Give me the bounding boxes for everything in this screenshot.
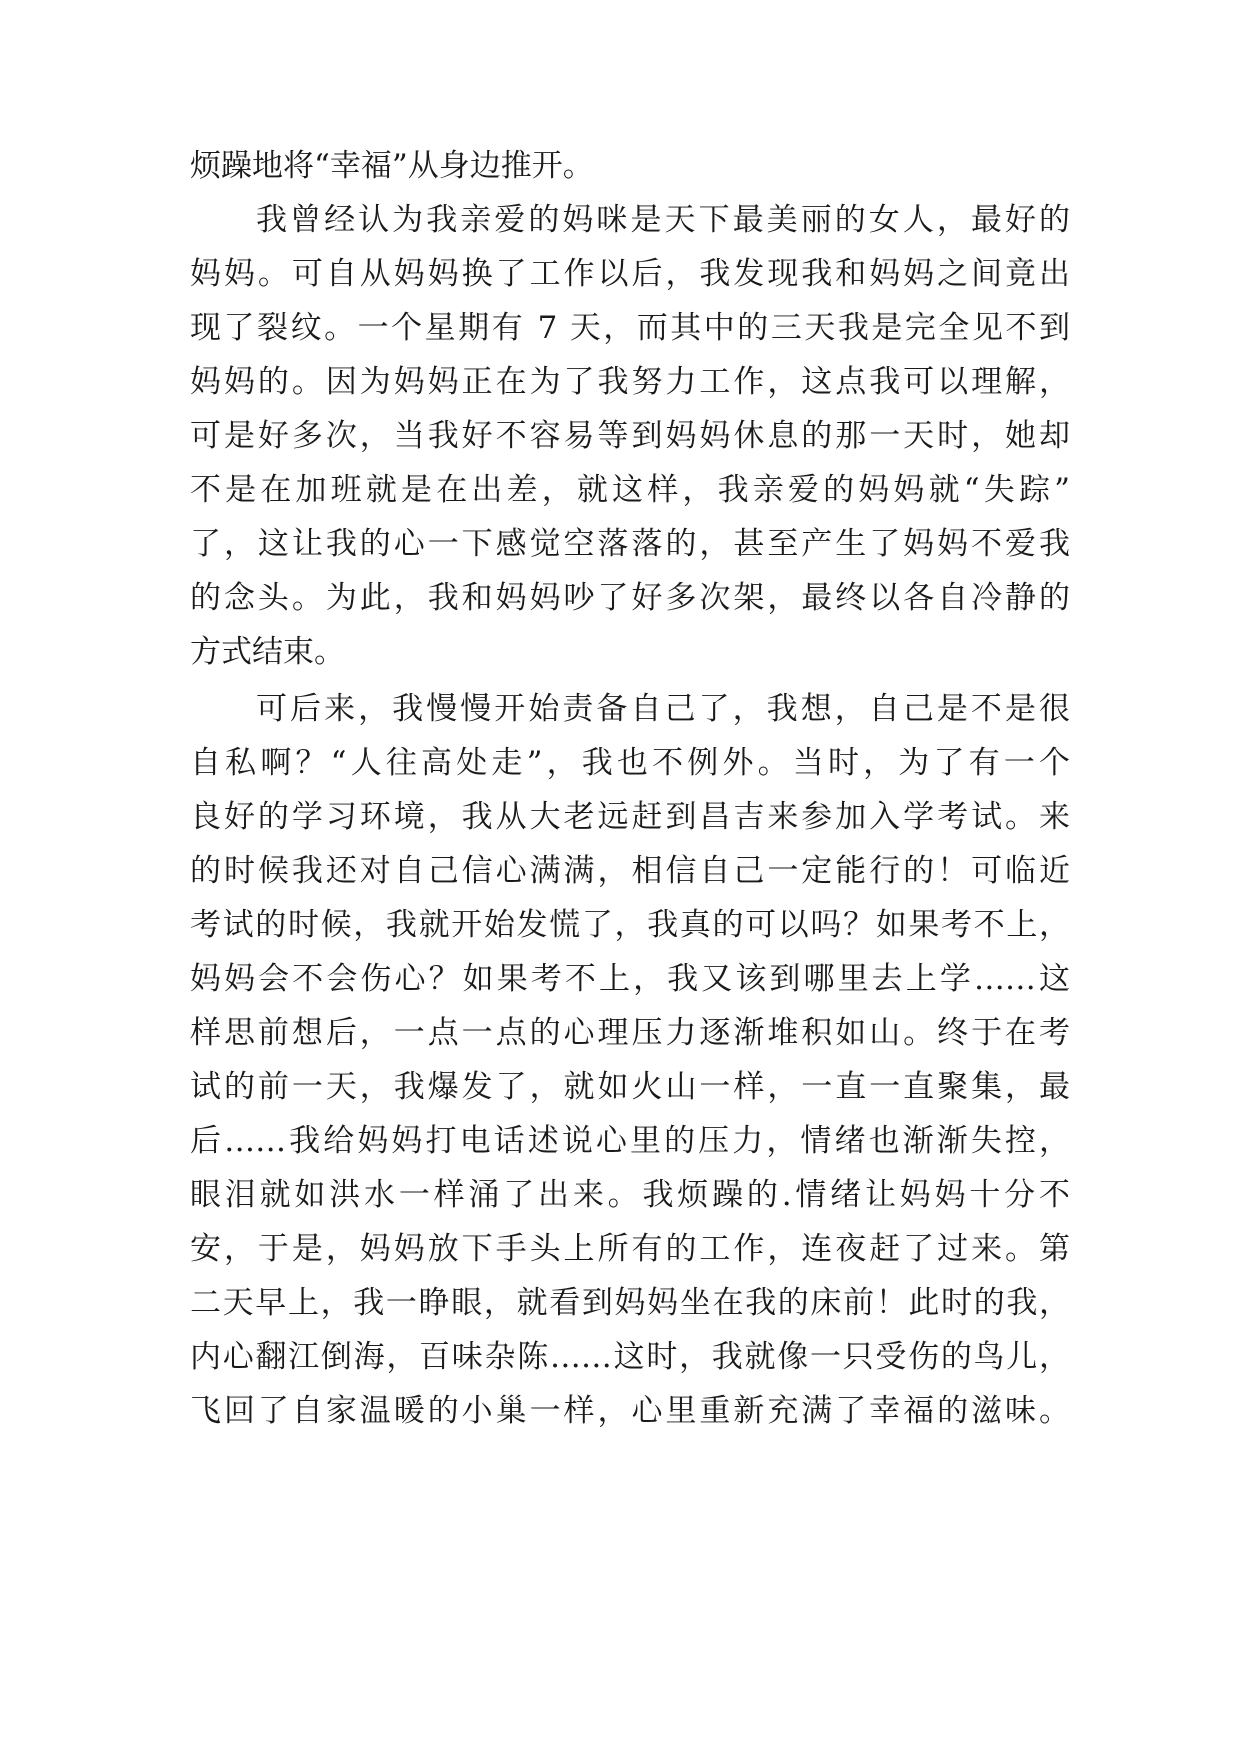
text-line: 内心翻江倒海，百味杂陈……这时，我就像一只受伤的鸟儿，	[190, 1339, 1070, 1375]
text-line: 妈妈的。因为妈妈正在为了我努力工作，这点我可以理解，	[190, 364, 1070, 400]
text-line: 了，这让我的心一下感觉空落落的，甚至产生了妈妈不爱我	[190, 526, 1070, 562]
text-line: 不是在加班就是在出差，就这样，我亲爱的妈妈就“失踪”	[190, 472, 1070, 508]
text-line: 二天早上，我一睁眼，就看到妈妈坐在我的床前！此时的我，	[190, 1285, 1070, 1321]
text-line: 飞回了自家温暖的小巢一样，心里重新充满了幸福的滋味。	[190, 1393, 1070, 1429]
text-line: 妈妈会不会伤心？如果考不上，我又该到哪里去上学……这	[190, 961, 1070, 997]
text-line: 现了裂纹。一个星期有 7 天，而其中的三天我是完全见不到	[190, 310, 1070, 346]
text-line: 后……我给妈妈打电话述说心里的压力，情绪也渐渐失控，	[190, 1123, 1070, 1159]
text-line: 的时候我还对自己信心满满，相信自己一定能行的！可临近	[190, 853, 1070, 889]
text-line: 可后来，我慢慢开始责备自己了，我想，自己是不是很	[256, 691, 1070, 727]
text-line: 可是好多次，当我好不容易等到妈妈休息的那一天时，她却	[190, 418, 1070, 454]
text-line: 妈妈。可自从妈妈换了工作以后，我发现我和妈妈之间竟出	[190, 256, 1070, 292]
text-line: 样思前想后，一点一点的心理压力逐渐堆积如山。终于在考	[190, 1015, 1070, 1051]
text-line: 我曾经认为我亲爱的妈咪是天下最美丽的女人，最好的	[256, 202, 1070, 238]
text-line: 试的前一天，我爆发了，就如火山一样，一直一直聚集，最	[190, 1069, 1070, 1105]
text-line: 的念头。为此，我和妈妈吵了好多次架，最终以各自冷静的	[190, 580, 1070, 616]
text-line: 良好的学习环境，我从大老远赶到昌吉来参加入学考试。来	[190, 799, 1070, 835]
text-line: 眼泪就如洪水一样涌了出来。我烦躁的.情绪让妈妈十分不	[190, 1177, 1070, 1213]
text-line: 安，于是，妈妈放下手头上所有的工作，连夜赶了过来。第	[190, 1231, 1070, 1267]
text-line: 烦躁地将“幸福”从身边推开。	[190, 148, 594, 184]
text-line: 方式结束。	[190, 634, 345, 670]
text-line: 自私啊？“人往高处走”，我也不例外。当时，为了有一个	[190, 745, 1070, 781]
text-line: 考试的时候，我就开始发慌了，我真的可以吗？如果考不上，	[190, 907, 1070, 943]
